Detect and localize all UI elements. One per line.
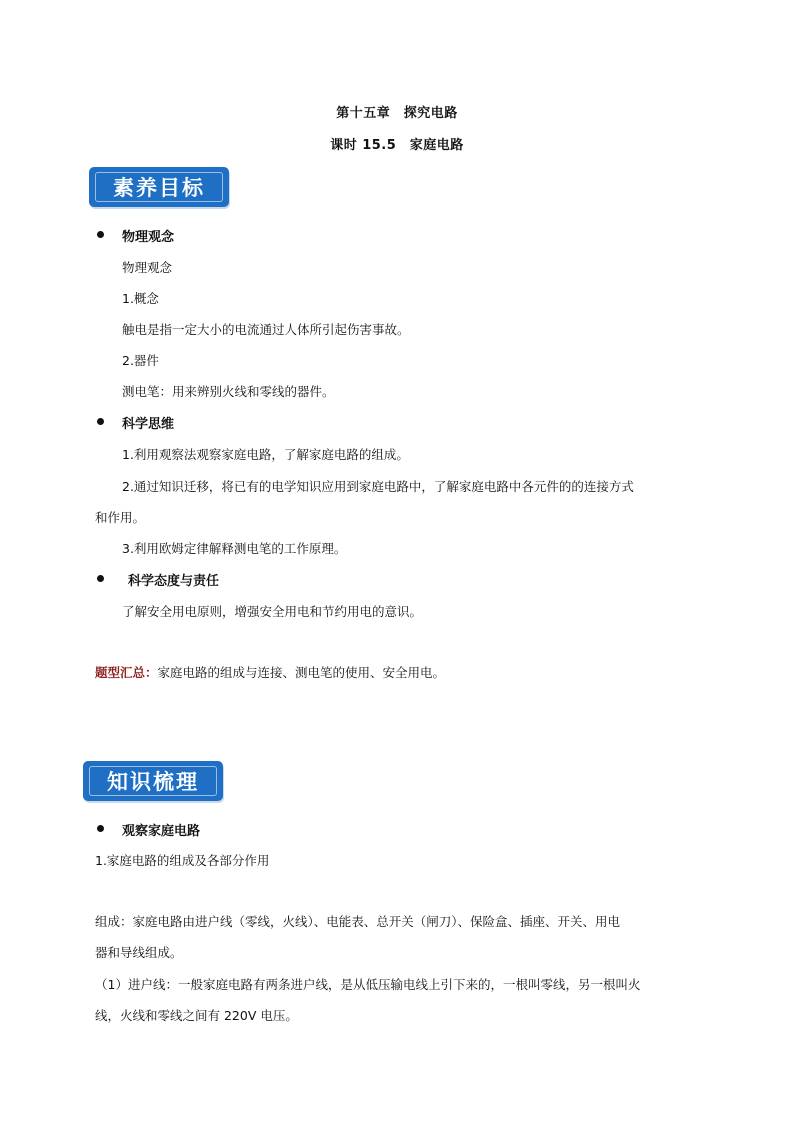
bullet-icon [97,418,104,425]
knowledge-line: （1）进户线：一般家庭电路有两条进户线，是从低压输电线上引下来的，一根叫零线，另一根叫火 [95,977,641,992]
goal-thinking-line: 2.通过知识迁移，将已有的电学知识应用到家庭电路中，了解家庭电路中各元件的的连接方式 [122,479,634,494]
goal-heading-physics: 物理观念 [122,230,175,245]
goal-thinking-line: 1.利用观察法观察家庭电路，了解家庭电路的组成。 [122,447,409,462]
knowledge-heading: 观察家庭电路 [122,824,201,839]
goal-thinking-line: 和作用。 [95,510,146,525]
section-banner-knowledge-label: 知识梳理 [107,770,199,794]
knowledge-line: 器和导线组成。 [95,945,183,960]
bullet-icon [97,231,104,238]
goal-physics-line: 物理观念 [122,260,173,275]
summary-text: 家庭电路的组成与连接、测电笔的使用、安全用电。 [157,665,446,680]
goal-attitude-line: 了解安全用电原则，增强安全用电和节约用电的意识。 [122,604,423,619]
knowledge-line: 线，火线和零线之间有 220V 电压。 [95,1008,298,1023]
goal-thinking-line: 3.利用欧姆定律解释测电笔的工作原理。 [122,541,347,556]
goal-physics-line: 测电笔：用来辨别火线和零线的器件。 [122,384,335,399]
goal-physics-line: 触电是指一定大小的电流通过人体所引起伤害事故。 [122,322,410,337]
knowledge-line: 1.家庭电路的组成及各部分作用 [95,853,270,868]
bullet-icon [97,575,104,582]
goal-heading-thinking: 科学思维 [122,417,175,432]
section-banner-knowledge [83,761,223,801]
knowledge-line: 组成：家庭电路由进户线（零线，火线）、电能表、总开关（闸刀）、保险盒、插座、开关、用电 [95,914,621,929]
lesson-title: 课时 15.5 家庭电路 [330,138,464,153]
goal-heading-attitude: 科学态度与责任 [128,574,220,589]
summary-line [95,663,445,681]
section-banner-goals-label: 素养目标 [113,176,205,200]
chapter-title: 第十五章 探究电路 [336,106,458,121]
goal-physics-line: 2.器件 [122,353,159,368]
bullet-icon [97,825,104,832]
section-banner-goals [89,167,229,207]
goal-physics-line: 1.概念 [122,291,159,306]
summary-label: 题型汇总： [95,665,158,680]
